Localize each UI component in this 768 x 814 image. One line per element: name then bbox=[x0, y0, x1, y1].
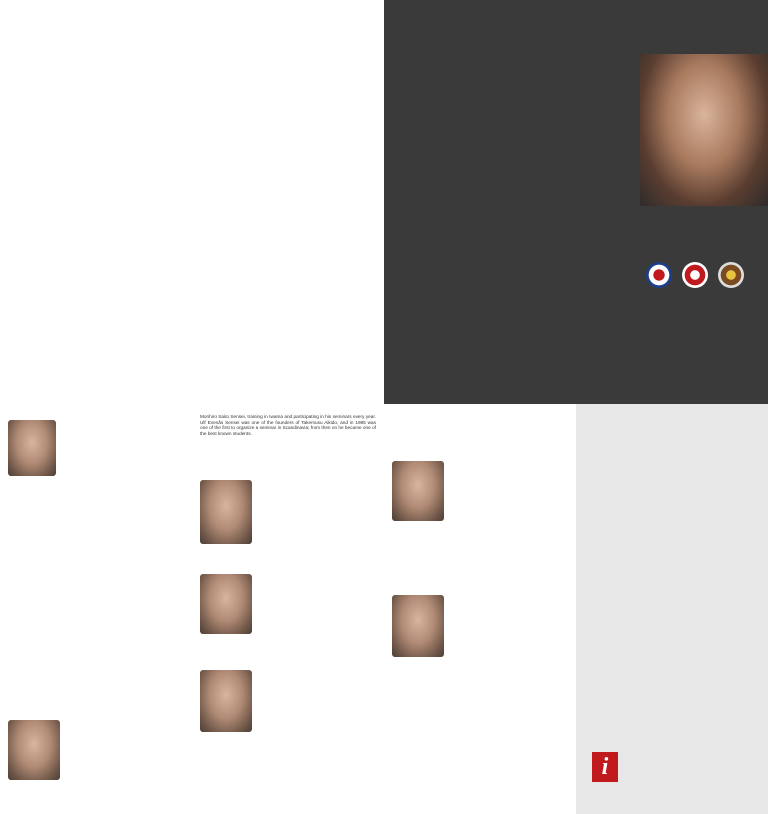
saito-sensei-photo bbox=[640, 54, 768, 206]
photo-toutain bbox=[392, 461, 444, 521]
bios-column-2 bbox=[192, 404, 384, 814]
hotels-list-right bbox=[192, 0, 384, 404]
taai-logo bbox=[646, 262, 672, 288]
bio-evenas-block bbox=[0, 716, 192, 814]
bios-column-3 bbox=[384, 404, 576, 814]
hotels-list-left bbox=[0, 0, 192, 404]
bio-text-corallini-cont: Morihiro Saito Sensei, training in Iwama and participating in his seminars every year. Ulf Evenås Sensei was one of the founders of Takemusu Aikido, and in 1985 was one of the first to organize a seminar in Scandinavia; from then on he became one of the best known students. bbox=[200, 414, 376, 437]
info-icon: i bbox=[592, 752, 618, 782]
photo-mark bbox=[200, 574, 252, 634]
photo-corallini bbox=[8, 420, 56, 476]
info-panel-dark bbox=[384, 0, 768, 404]
photo-evenas bbox=[8, 720, 60, 780]
kokusai-logo bbox=[718, 262, 744, 288]
photo-witt bbox=[200, 480, 252, 544]
seminar-schedule-panel bbox=[576, 404, 768, 814]
photo-ute bbox=[200, 670, 252, 732]
event-title-block bbox=[624, 10, 764, 12]
photo-weisgard bbox=[392, 595, 444, 657]
iwama-logo bbox=[682, 262, 708, 288]
